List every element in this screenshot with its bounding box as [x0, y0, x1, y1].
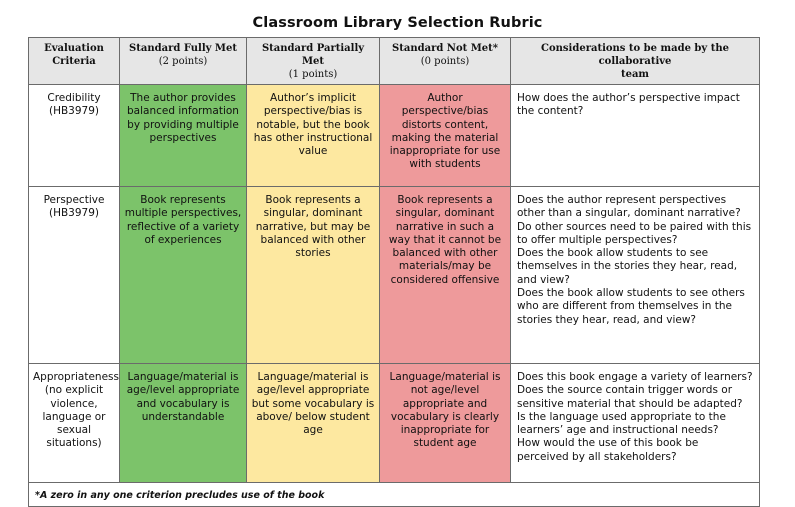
- header-points: (2 points): [158, 56, 208, 67]
- header-not-met: [380, 38, 511, 85]
- considerations-cell: [511, 85, 760, 187]
- criterion-line: Credibility: [47, 92, 101, 104]
- considerations-cell: [511, 364, 760, 483]
- consideration-question: Does this book engage a variety of learners?: [517, 371, 753, 383]
- criterion-line: language or: [42, 410, 106, 423]
- row-appropriateness: [29, 364, 760, 483]
- consideration-question: Does the book allow students to see themselves in the stories they hear, read, and view?: [517, 247, 738, 286]
- criterion-line: violence,: [50, 397, 98, 410]
- header-fully-met: [120, 38, 247, 85]
- consideration-question: How would the use of this book be perceived by all stakeholders?: [517, 437, 699, 463]
- consideration-question: Is the language used appropriate to the learners’ age and instructional needs?: [517, 410, 726, 437]
- header-line: Standard Fully Met: [129, 43, 237, 54]
- fully-met-cell: Book represents multiple perspectives, reflective of a variety of experiences: [120, 187, 247, 364]
- criterion-cell: [29, 364, 120, 483]
- not-met-cell: Book represents a singular, dominant narrative in such a way that it cannot be balanced with other materials/may be considered offensive: [380, 187, 511, 364]
- partially-met-cell: Language/material is age/level appropriate but some vocabulary is above/ below student age: [247, 364, 380, 483]
- fully-met-cell: Language/material is age/level appropriate and vocabulary is understandable: [120, 364, 247, 483]
- criterion-cell: [29, 187, 120, 364]
- criterion-line: Perspective: [43, 194, 105, 206]
- consideration-question: Does the author represent perspectives other than a singular, dominant narrative?: [517, 194, 741, 220]
- row-perspective: [29, 187, 760, 364]
- header-line: Evaluation: [44, 43, 104, 54]
- not-met-cell: Author perspective/bias distorts content, making the material inappropriate for use with students: [380, 85, 511, 187]
- header-line: Standard Not Met*: [392, 43, 498, 54]
- criterion-line: (HB3979): [48, 105, 99, 118]
- header-row: [29, 38, 760, 85]
- footnote: *A zero in any one criterion precludes use of the book: [29, 483, 760, 507]
- consideration-question: Does the book allow students to see others who are different from themselves in the stories they hear, read, and view?: [517, 287, 745, 326]
- criterion-cell: [29, 85, 120, 187]
- row-credibility: [29, 85, 760, 187]
- rubric-table: [28, 37, 760, 507]
- partially-met-cell: Book represents a singular, dominant narrative, but may be balanced with other stories: [247, 187, 380, 364]
- consideration-question: Do other sources need to be paired with this to offer multiple perspectives?: [517, 220, 752, 246]
- header-points: (0 points): [420, 56, 470, 67]
- consideration-question: Does the source contain trigger words or sensitive material that should be adapted?: [517, 384, 743, 410]
- criterion-line: (HB3979): [48, 207, 99, 220]
- criterion-line: Appropriateness: [33, 371, 119, 383]
- header-line: team: [620, 69, 650, 80]
- not-met-cell: Language/material is not age/level appropriate and vocabulary is clearly inappropriate for student age: [380, 364, 511, 483]
- header-evaluation-criteria: [29, 38, 120, 85]
- page-title: Classroom Library Selection Rubric: [252, 15, 543, 31]
- fully-met-cell: The author provides balanced information by providing multiple perspectives: [120, 85, 247, 187]
- header-partially-met: [247, 38, 380, 85]
- header-considerations: [511, 38, 760, 85]
- partially-met-cell: Author’s implicit perspective/bias is notable, but the book has other instructional value: [247, 85, 380, 187]
- criterion-line: sexual: [57, 424, 91, 437]
- header-line: Standard Partially Met: [261, 43, 365, 67]
- considerations-cell: [511, 187, 760, 364]
- footnote-row: [29, 483, 760, 507]
- header-points: (1 points): [288, 69, 338, 80]
- consideration-question: How does the author’s perspective impact the content?: [517, 92, 740, 118]
- header-line: Criteria: [52, 56, 96, 67]
- criterion-line: situations): [46, 437, 102, 450]
- criterion-line: (no explicit: [44, 384, 104, 397]
- header-line: Considerations to be made by the collaborative: [541, 43, 729, 67]
